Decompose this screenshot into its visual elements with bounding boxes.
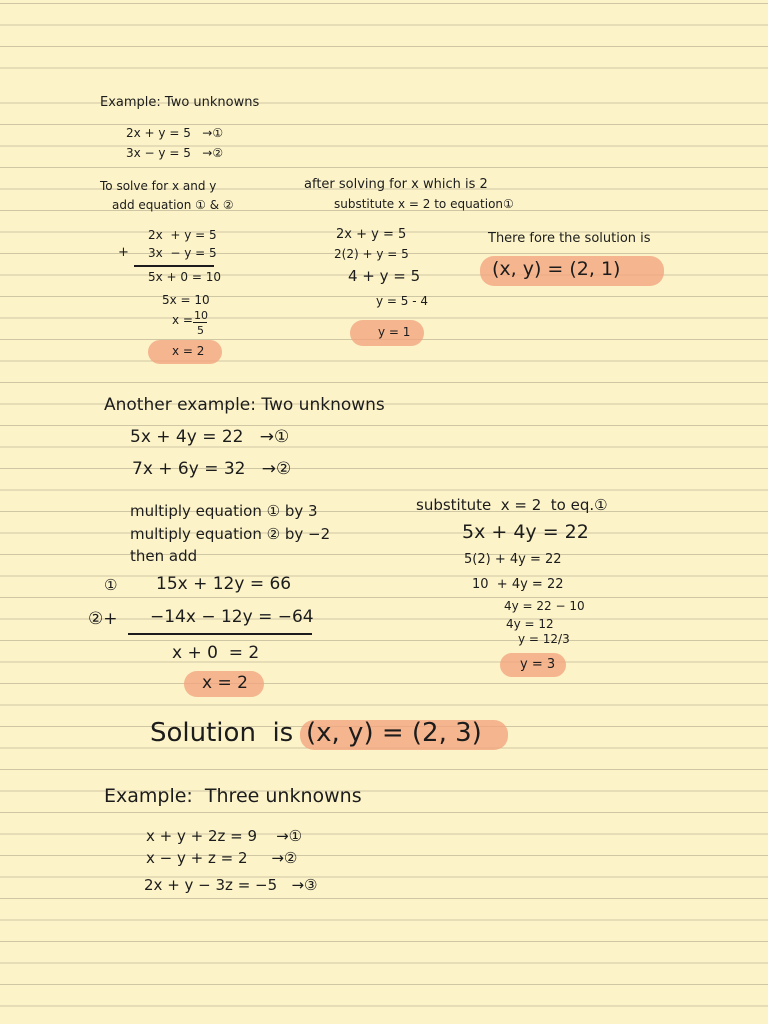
example1-equation-1: 2x + y = 5 →① <box>126 126 224 140</box>
example1-left-sum: 5x + 0 = 10 <box>148 270 222 284</box>
example1-fraction-bar <box>193 322 207 323</box>
example2-sum-rule <box>128 633 312 635</box>
example2-right-line-4: 4y = 22 − 10 <box>504 599 585 613</box>
example1-left-intro-2: add equation ① & ② <box>112 198 234 212</box>
example2-right-line-5: 4y = 12 <box>506 617 554 631</box>
example3-equation-3: 2x + y − 3z = −5 →③ <box>144 876 318 894</box>
example1-left-intro-1: To solve for x and y <box>100 179 217 193</box>
example1-middle-intro-2: substitute x = 2 to equation① <box>334 197 514 211</box>
example2-right-line-6: y = 12/3 <box>518 632 570 646</box>
example2-equation-2: 7x + 6y = 32 →② <box>132 459 292 479</box>
example2-instruction-2: multiply equation ② by −2 <box>130 525 331 543</box>
example1-fraction-denominator: 5 <box>197 324 204 337</box>
example2-right-line-3: 10 + 4y = 22 <box>472 577 564 592</box>
example2-x-result: x = 2 <box>202 673 248 693</box>
example3-title: Example: Three unknowns <box>104 785 362 807</box>
example1-left-step-1: 5x = 10 <box>162 293 210 307</box>
example2-right-line-2: 5(2) + 4y = 22 <box>464 552 562 567</box>
example3-equation-1: x + y + 2z = 9 →① <box>146 827 303 845</box>
example1-middle-intro-1: after solving for x which is 2 <box>304 177 488 192</box>
example1-middle-line-2: 2(2) + y = 5 <box>334 247 409 261</box>
example1-left-line-1: 2x + y = 5 <box>148 228 217 242</box>
example2-solution-label: Solution is <box>150 718 294 748</box>
example2-instruction-3: then add <box>130 547 198 565</box>
example1-equation-2: 3x − y = 5 →② <box>126 146 224 160</box>
example1-sum-rule <box>134 265 214 267</box>
example3-equation-2: x − y + z = 2 →② <box>146 849 298 867</box>
example1-left-line-2: 3x − y = 5 <box>148 246 217 260</box>
example2-title: Another example: Two unknowns <box>104 395 385 415</box>
example2-right-line-1: 5x + 4y = 22 <box>462 521 589 543</box>
example2-y-result: y = 3 <box>520 657 556 672</box>
example1-x-result: x = 2 <box>172 344 205 358</box>
example1-y-result: y = 1 <box>378 325 411 339</box>
example2-row-1: 15x + 12y = 66 <box>156 574 292 594</box>
example1-fraction-numerator: 10 <box>194 309 208 322</box>
example1-middle-line-1: 2x + y = 5 <box>336 227 407 242</box>
example1-left-step-2-lhs: x = <box>172 313 193 327</box>
example2-solution: (x, y) = (2, 3) <box>306 718 482 748</box>
example2-row-2: −14x − 12y = −64 <box>150 607 314 627</box>
example2-row-1-label: ① <box>104 576 118 594</box>
example2-equation-1: 5x + 4y = 22 →① <box>130 427 290 447</box>
example2-instruction-1: multiply equation ① by 3 <box>130 502 318 520</box>
example1-middle-line-3: 4 + y = 5 <box>348 267 421 285</box>
example1-middle-line-4: y = 5 - 4 <box>376 294 429 308</box>
example2-left-sum: x + 0 = 2 <box>172 643 260 663</box>
example1-plus-sign: + <box>118 245 129 260</box>
example1-title: Example: Two unknowns <box>100 95 260 110</box>
example1-solution: (x, y) = (2, 1) <box>492 258 621 280</box>
example2-row-2-label: ②+ <box>88 609 118 629</box>
example2-substitute-label: substitute x = 2 to eq.① <box>416 496 608 514</box>
example1-solution-label: There fore the solution is <box>488 231 651 246</box>
